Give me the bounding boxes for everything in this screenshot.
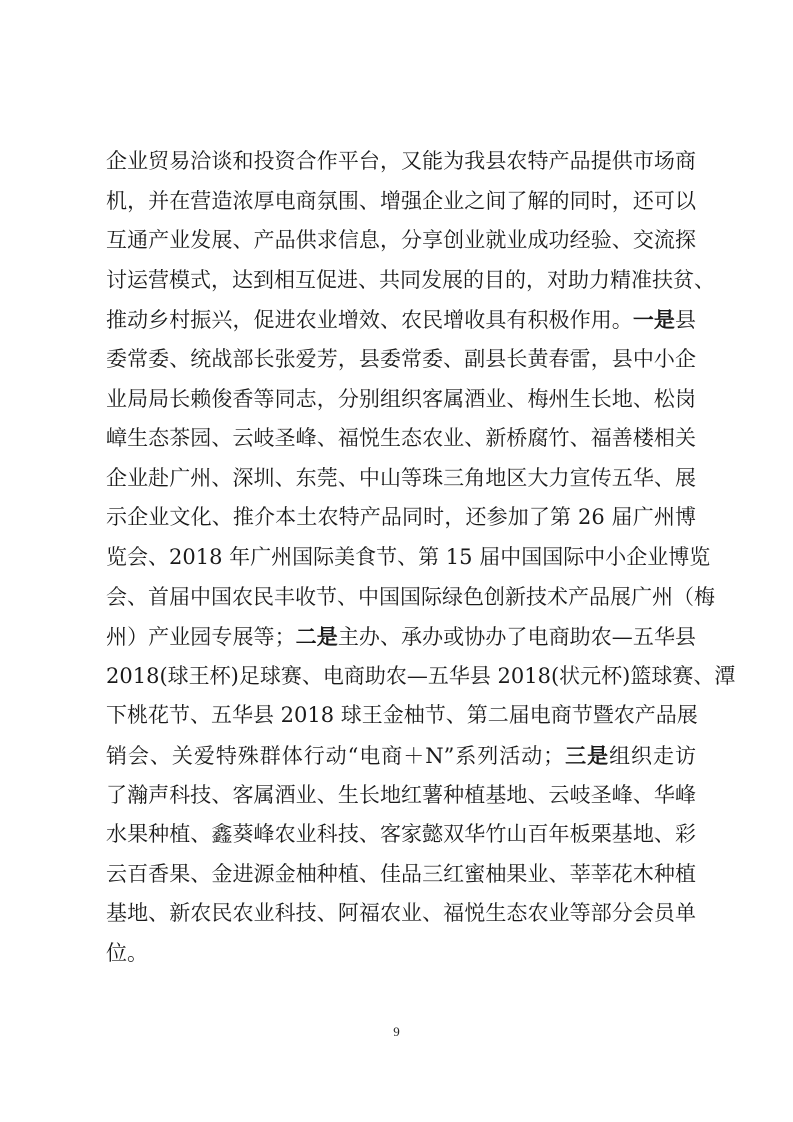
text-line-2: 机，并在营造浓厚电商氛围、增强企业之间了解的同时，还可以	[106, 188, 696, 213]
text-line-9: 企业赴广州、深圳、东莞、中山等珠三角地区大力宣传五华、展	[106, 465, 696, 490]
text-line-12: 会、首届中国农民丰收节、中国国际绿色创新技术产品展广州（梅	[106, 584, 715, 609]
text-line-17: 了瀚声科技、客属酒业、生长地红薯种植基地、云岐圣峰、华峰	[106, 782, 696, 807]
text-segment: 州）产业园专展等；	[106, 625, 296, 650]
text-line-4: 讨运营模式，达到相互促进、共同发展的目的，对助力精准扶贫、	[106, 267, 715, 292]
text-line-19: 云百香果、金进源金柚种植、佳品三红蜜柚果业、莘莘花木种植	[106, 861, 696, 886]
text-line-1: 企业贸易洽谈和投资合作平台，又能为我县农特产品提供市场商	[106, 149, 696, 173]
text-line-7: 业局局长赖俊香等同志，分别组织客属酒业、梅州生长地、松岗	[106, 386, 696, 411]
bold-marker-third: 三是	[564, 742, 610, 768]
text-segment: 组织走访	[609, 743, 696, 768]
text-line-8: 嶂生态茶园、云岐圣峰、福悦生态农业、新桥腐竹、福善楼相关	[106, 426, 696, 451]
text-line-10: 示企业文化、推介本土农特产品同时，还参加了第 26 届广州博	[106, 505, 696, 530]
text-segment: 主办、承办或协办了电商助农—五华县	[337, 625, 697, 650]
text-line-3: 互通产业发展、产品供求信息，分享创业就业成功经验、交流探	[106, 228, 696, 253]
bold-marker-second: 二是	[295, 624, 338, 650]
bold-marker-first: 一是	[632, 307, 676, 333]
text-line-20: 基地、新农民农业科技、阿福农业、福悦生态农业等部分会员单	[106, 901, 696, 926]
text-line-16	[106, 736, 696, 776]
text-line-5	[106, 300, 696, 340]
text-line-15: 下桃花节、五华县 2018 球王金柚节、第二届电商节暨农产品展	[106, 703, 698, 728]
text-line-11: 览会、2018 年广州国际美食节、第 15 届中国国际中小企业博览	[106, 544, 711, 569]
text-segment: 推动乡村振兴，促进农业增效、农民增收具有积极作用。	[106, 308, 633, 333]
text-segment: 销会、关爱特殊群体行动“电商＋N”系列活动；	[106, 743, 565, 768]
page-number: 9	[393, 1024, 400, 1039]
text-line-13	[106, 617, 696, 657]
text-line-18: 水果种植、鑫葵峰农业科技、客家懿双华竹山百年板栗基地、彩	[106, 822, 696, 847]
text-line-21: 位。	[106, 940, 148, 965]
document-body	[106, 142, 736, 973]
text-segment: 县	[675, 308, 697, 333]
text-line-14: 2018(球王杯)足球赛、电商助农—五华县 2018(状元杯)篮球赛、潭	[106, 663, 736, 688]
text-line-6: 委常委、统战部长张爱芳，县委常委、副县长黄春雷，县中小企	[106, 346, 696, 371]
